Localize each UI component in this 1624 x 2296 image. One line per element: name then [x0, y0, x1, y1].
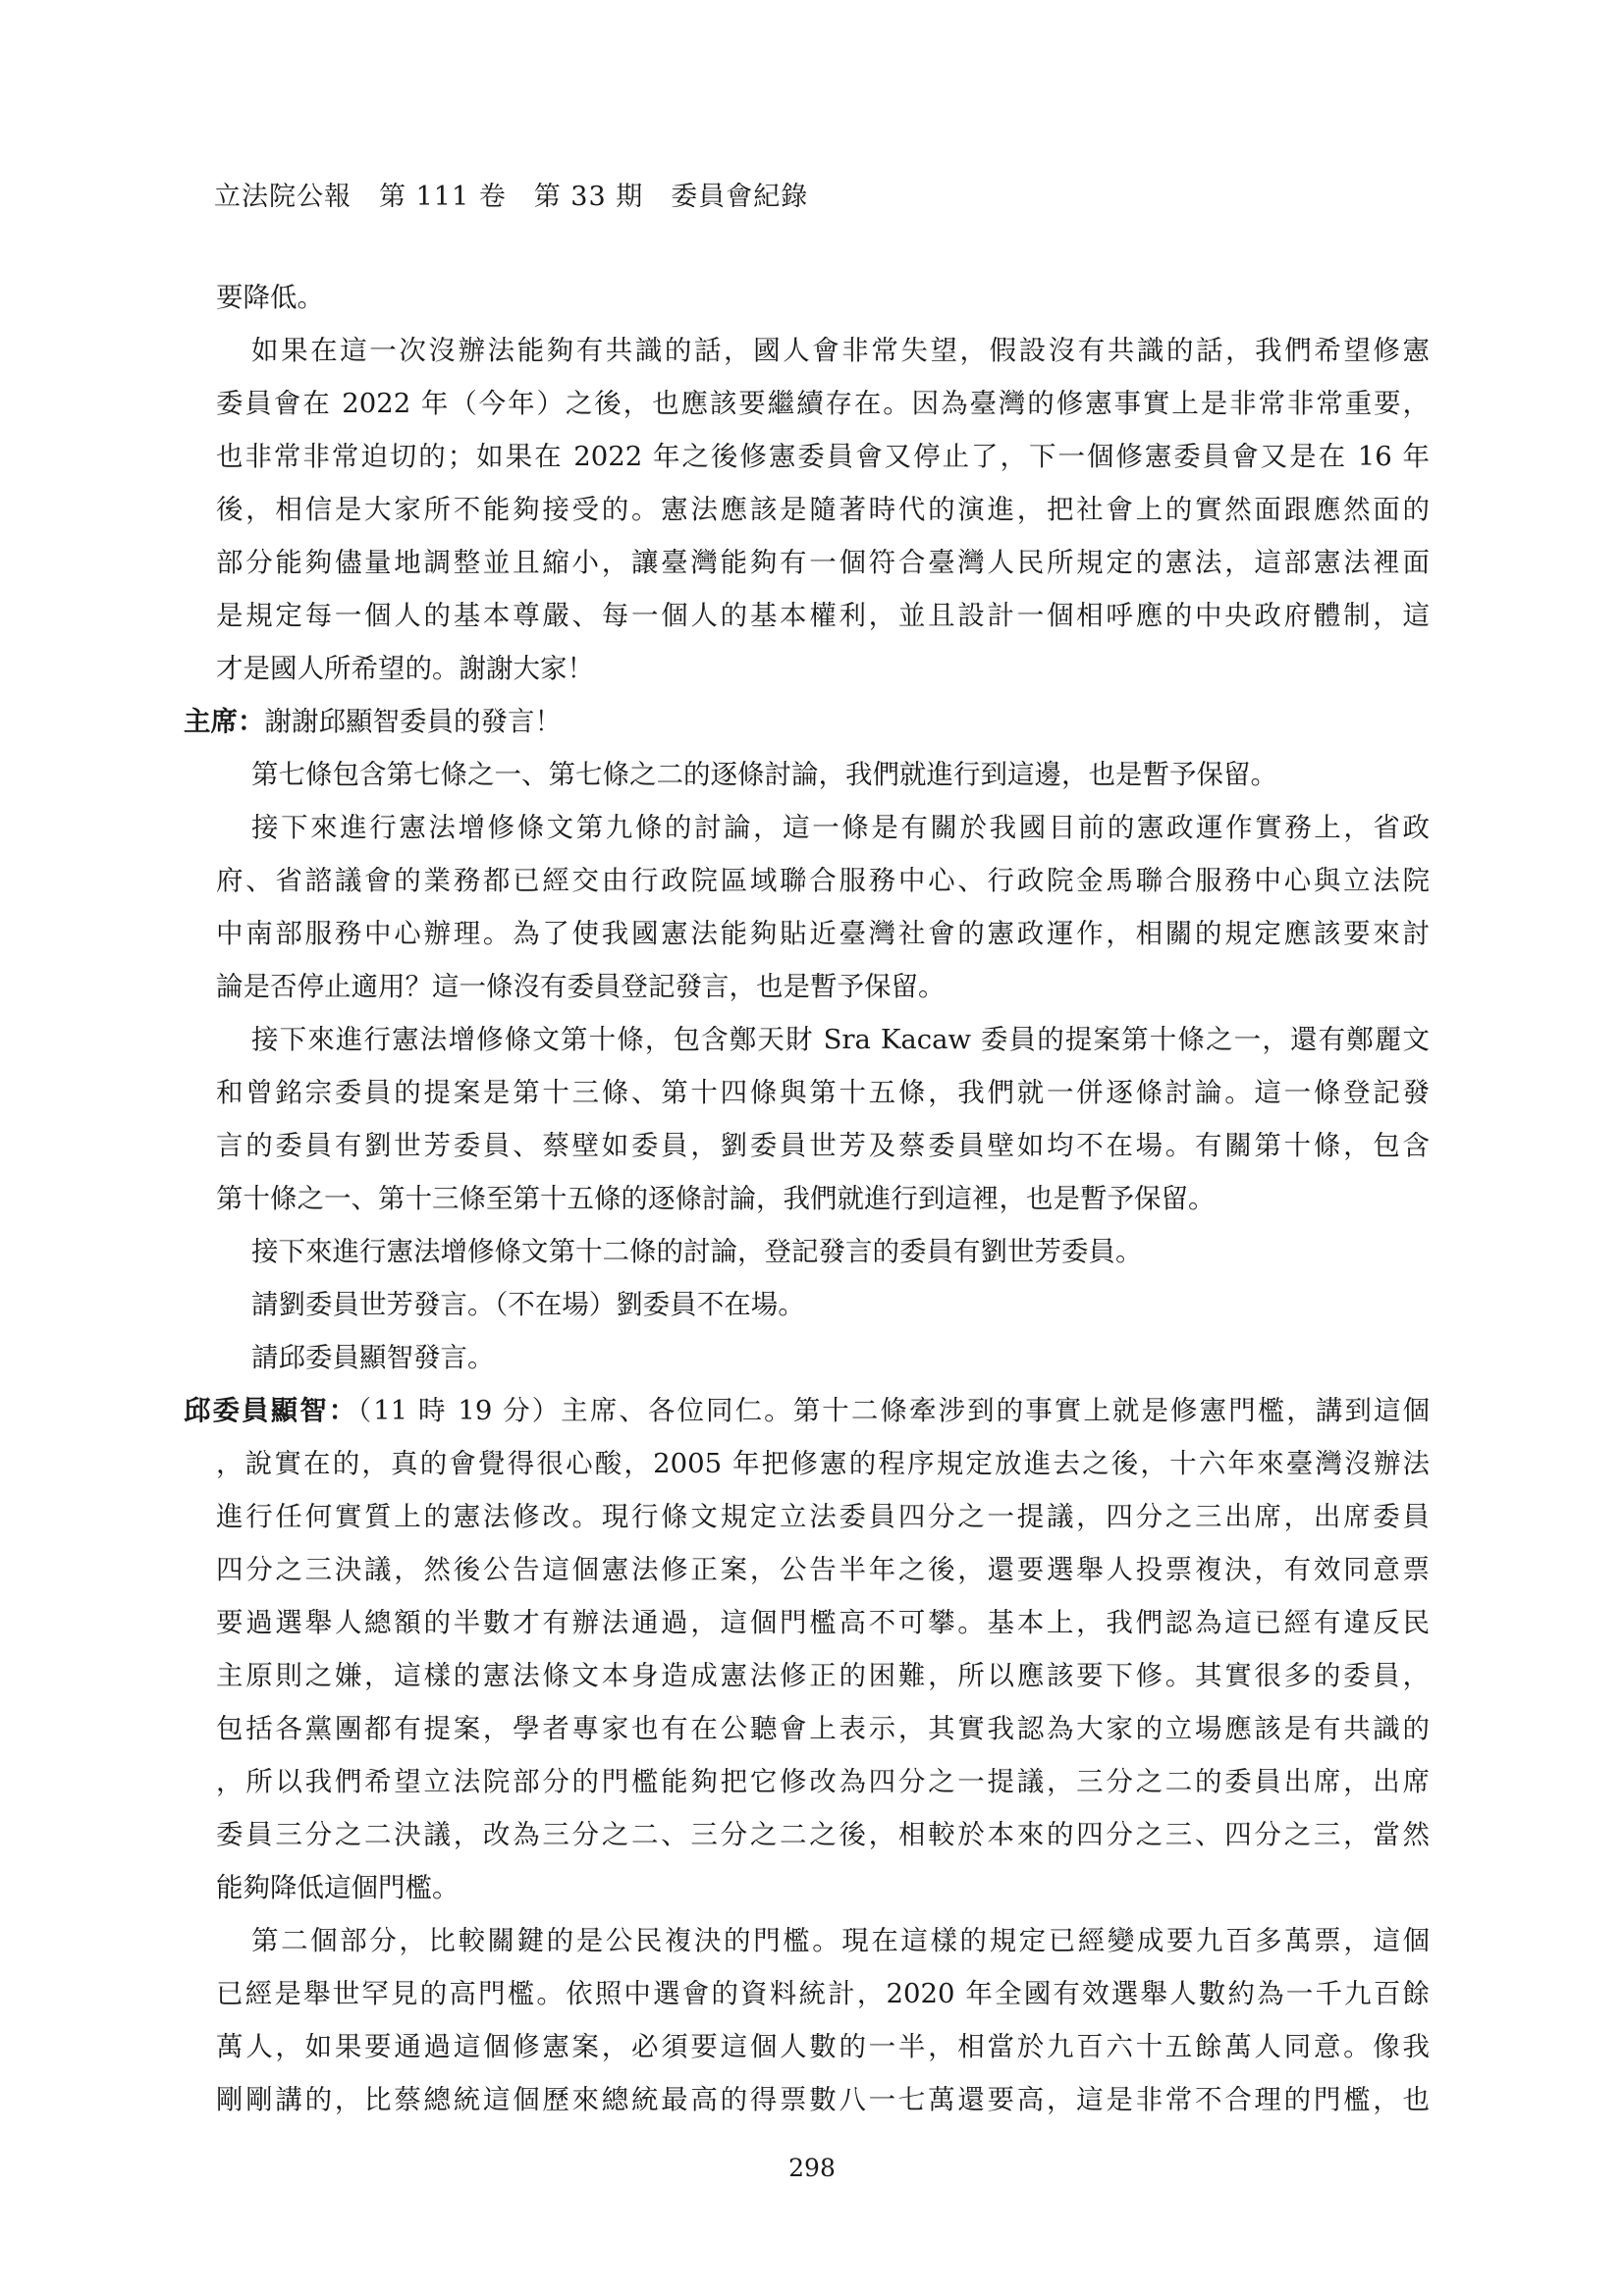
body-line: 四分之三決議，然後公告這個憲法修正案，公告半年之後，還要選舉人投票複決，有效同意票 — [216, 1554, 1430, 1585]
body-line: 和曾銘宗委員的提案是第十三條、第十四條與第十五條，我們就一併逐條討論。這一條登記發 — [216, 1077, 1430, 1108]
page-number: 298 — [788, 2154, 836, 2182]
body-line: 第二個部分，比較關鍵的是公民複決的門檻。現在這樣的規定已經變成要九百多萬票，這個 — [251, 1925, 1430, 1956]
body-line: 言的委員有劉世芳委員、蔡壁如委員，劉委員世芳及蔡委員壁如均不在場。有關第十條，包含 — [216, 1130, 1430, 1161]
chair-statement — [184, 706, 562, 737]
speaker-label: 邱委員顯智： — [184, 1395, 358, 1426]
body-line: 萬人，如果要通過這個修憲案，必須要這個人數的一半，相當於九百六十五餘萬人同意。像我 — [216, 2031, 1430, 2062]
body-line: 是規定每一個人的基本尊嚴、每一個人的基本權利，並且設計一個相呼應的中央政府體制，這 — [216, 600, 1430, 631]
body-line: 能夠降低這個門檻。 — [216, 1872, 460, 1903]
body-line: 委員三分之二決議，改為三分之二、三分之二之後，相較於本來的四分之三、四分之三，當然 — [216, 1819, 1430, 1850]
body-line: 要過選舉人總額的半數才有辦法通過，這個門檻高不可攀。基本上，我們認為這已經有違反民 — [216, 1607, 1430, 1638]
body-line: 已經是舉世罕見的高門檻。依照中選會的資料統計，2020 年全國有效選舉人數約為一千九百餘 — [216, 1978, 1430, 2009]
body-line: 中南部服務中心辦理。為了使我國憲法能夠貼近臺灣社會的憲政運作，相關的規定應該要來討 — [216, 918, 1430, 949]
body-line: 主原則之嫌，這樣的憲法條文本身造成憲法修正的困難，所以應該要下修。其實很多的委員， — [216, 1660, 1430, 1691]
body-line: 府、省諮議會的業務都已經交由行政院區域聯合服務中心、行政院金馬聯合服務中心與立法院 — [216, 865, 1430, 896]
body-line: 第十條之一、第十三條至第十五條的逐條討論，我們就進行到這裡，也是暫予保留。 — [216, 1183, 1216, 1214]
body-line: 進行任何實質上的憲法修改。現行條文規定立法委員四分之一提議，四分之三出席，出席委員 — [216, 1501, 1430, 1532]
body-line: 剛剛講的，比蔡總統這個歷來總統最高的得票數八一七萬還要高，這是非常不合理的門檻，也 — [216, 2084, 1430, 2115]
body-line: 論是否停止適用？這一條沒有委員登記發言，也是暫予保留。 — [216, 971, 946, 1002]
body-line: 後，相信是大家所不能夠接受的。憲法應該是隨著時代的演進，把社會上的實然面跟應然面的 — [216, 494, 1430, 525]
body-line: ，所以我們希望立法院部分的門檻能夠把它修改為四分之一提議，三分之二的委員出席，出席 — [216, 1766, 1430, 1797]
body-line: 也非常非常迫切的；如果在 2022 年之後修憲委員會又停止了，下一個修憲委員會又是在 16 年 — [216, 441, 1430, 472]
body-line: 部分能夠儘量地調整並且縮小，讓臺灣能夠有一個符合臺灣人民所規定的憲法，這部憲法裡面 — [216, 547, 1430, 578]
body-line: 接下來進行憲法增修條文第十二條的討論，登記發言的委員有劉世芳委員。 — [251, 1236, 1143, 1267]
body-line: 要降低。 — [216, 282, 324, 313]
statement-text: （11 時 19 分）主席、各位同仁。第十二條牽涉到的事實上就是修憲門檻，講到這個 — [357, 1395, 1431, 1426]
body-line: 請劉委員世芳發言。（不在場）劉委員不在場。 — [251, 1289, 805, 1320]
body-line: 請邱委員顯智發言。 — [251, 1342, 495, 1373]
body-line: 接下來進行憲法增修條文第十條，包含鄭天財 Sra Kacaw 委員的提案第十條之一，還有鄭麗文 — [251, 1024, 1430, 1055]
page-header: 立法院公報 第 111 卷 第 33 期 委員會紀錄 — [214, 182, 809, 212]
statement-text: 謝謝邱顯智委員的發言！ — [264, 706, 562, 737]
speaker-label: 主席： — [184, 706, 265, 737]
member-statement — [184, 1395, 1431, 1426]
body-line: ，說實在的，真的會覺得很心酸，2005 年把修憲的程序規定放進去之後，十六年來臺灣沒辦法 — [216, 1448, 1430, 1479]
body-line: 包括各黨團都有提案，學者專家也有在公聽會上表示，其實我認為大家的立場應該是有共識的 — [216, 1713, 1430, 1744]
body-line: 如果在這一次沒辦法能夠有共識的話，國人會非常失望，假設沒有共識的話，我們希望修憲 — [251, 335, 1430, 366]
body-line: 才是國人所希望的。謝謝大家！ — [216, 653, 594, 684]
body-line: 接下來進行憲法增修條文第九條的討論，這一條是有關於我國目前的憲政運作實務上，省政 — [251, 812, 1430, 843]
body-line: 委員會在 2022 年（今年）之後，也應該要繼續存在。因為臺灣的修憲事實上是非常非常重要， — [216, 388, 1430, 419]
body-line: 第七條包含第七條之一、第七條之二的逐條討論，我們就進行到這邊，也是暫予保留。 — [251, 759, 1277, 790]
